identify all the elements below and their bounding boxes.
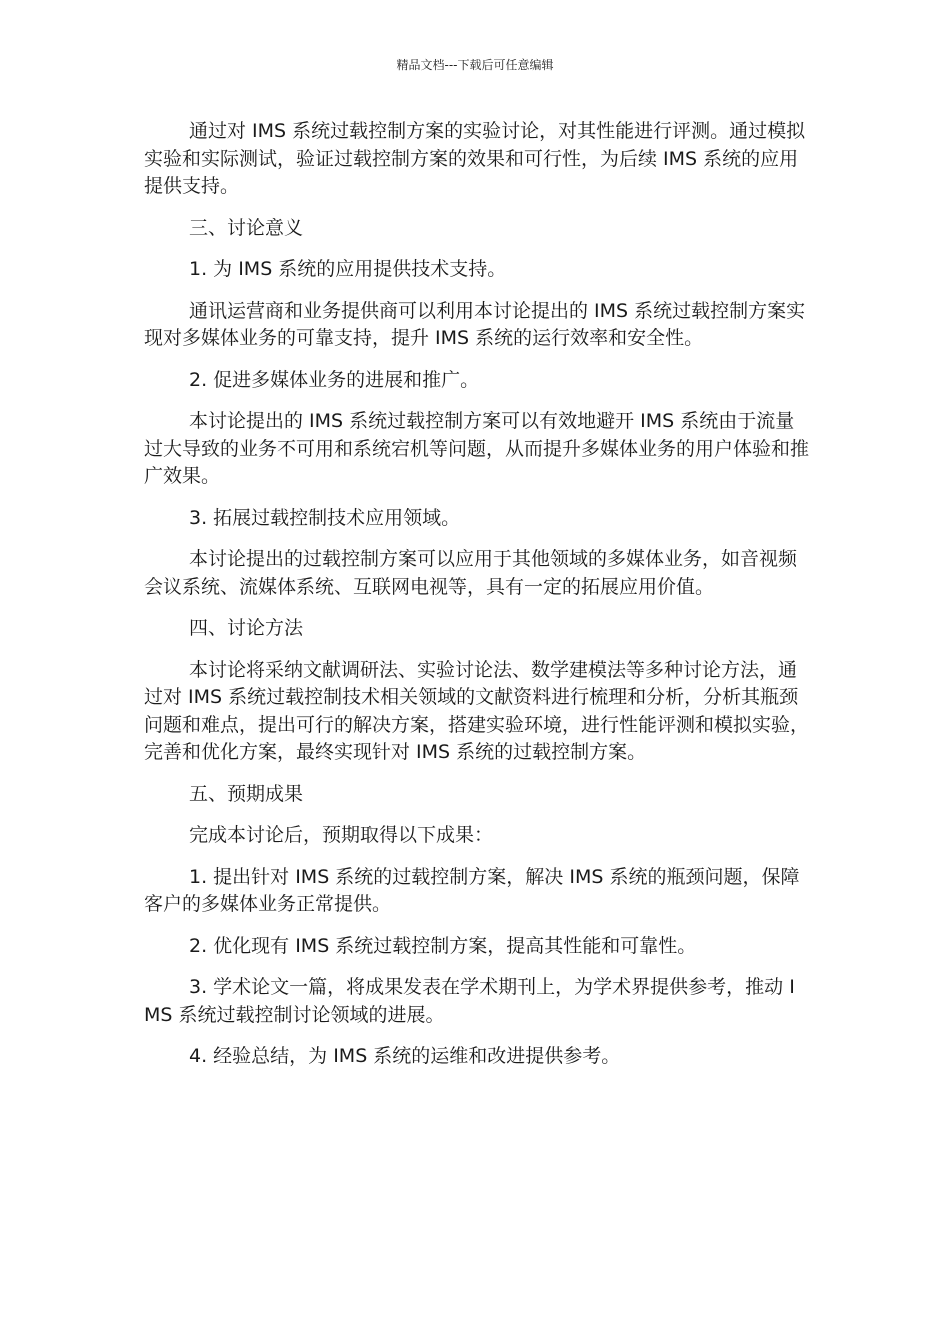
intro-paragraph: 通过对 IMS 系统过载控制方案的实验讨论，对其性能进行评测。通过模拟实验和实际测试，验证过载控制方案的效果和可行性，为后续 IMS 系统的应用提供支持。: [144, 120, 806, 197]
significance-paragraph-1: 通讯运营商和业务提供商可以利用本讨论提出的 IMS 系统过载控制方案实现对多媒体业务的可靠支持，提升 IMS 系统的运行效率和安全性。: [144, 299, 806, 349]
page-header: 精品文档---下载后可任意编辑: [396, 58, 554, 72]
results-intro: 完成本讨论后，预期取得以下成果：: [189, 824, 494, 846]
significance-paragraph-2: 本讨论提出的 IMS 系统过载控制方案可以有效地避开 IMS 系统由于流量过大导致的业务不可用和系统宕机等问题，从而提升多媒体业务的用户体验和推广效果。: [144, 410, 810, 487]
significance-item-1: 1. 为 IMS 系统的应用提供技术支持。: [189, 258, 507, 280]
results-item-4: 4. 经验总结，为 IMS 系统的运维和改进提供参考。: [189, 1045, 621, 1067]
section-heading-significance: 三、讨论意义: [189, 216, 304, 239]
section-heading-results: 五、预期成果: [189, 782, 304, 805]
results-item-3: 3. 学术论文一篇，将成果发表在学术期刊上，为学术界提供参考，推动 IMS 系统过载控制讨论领域的进展。: [144, 976, 795, 1026]
significance-item-2: 2. 促进多媒体业务的进展和推广。: [189, 368, 480, 391]
significance-paragraph-3: 本讨论提出的过载控制方案可以应用于其他领域的多媒体业务，如音视频会议系统、流媒体系统、互联网电视等，具有一定的拓展应用价值。: [144, 548, 798, 598]
document-body: [144, 118, 809, 1085]
results-item-1: 1. 提出针对 IMS 系统的过载控制方案，解决 IMS 系统的瓶颈问题，保障客户的多媒体业务正常提供。: [144, 865, 800, 915]
significance-item-3: 3. 拓展过载控制技术应用领域。: [189, 506, 461, 529]
methods-paragraph: 本讨论将采纳文献调研法、实验讨论法、数学建模法等多种讨论方法，通过对 IMS 系统过载控制技术相关领域的文献资料进行梳理和分析，分析其瓶颈问题和难点，提出可行的解决方案，搭建实验环境，进行性能评测和模拟实验，完善和优化方案，最终实现针对 IMS 系统的过载控制方案。: [144, 658, 810, 763]
section-heading-methods: 四、讨论方法: [189, 617, 304, 639]
results-item-2: 2. 优化现有 IMS 系统过载控制方案，提高其性能和可靠性。: [189, 934, 697, 957]
